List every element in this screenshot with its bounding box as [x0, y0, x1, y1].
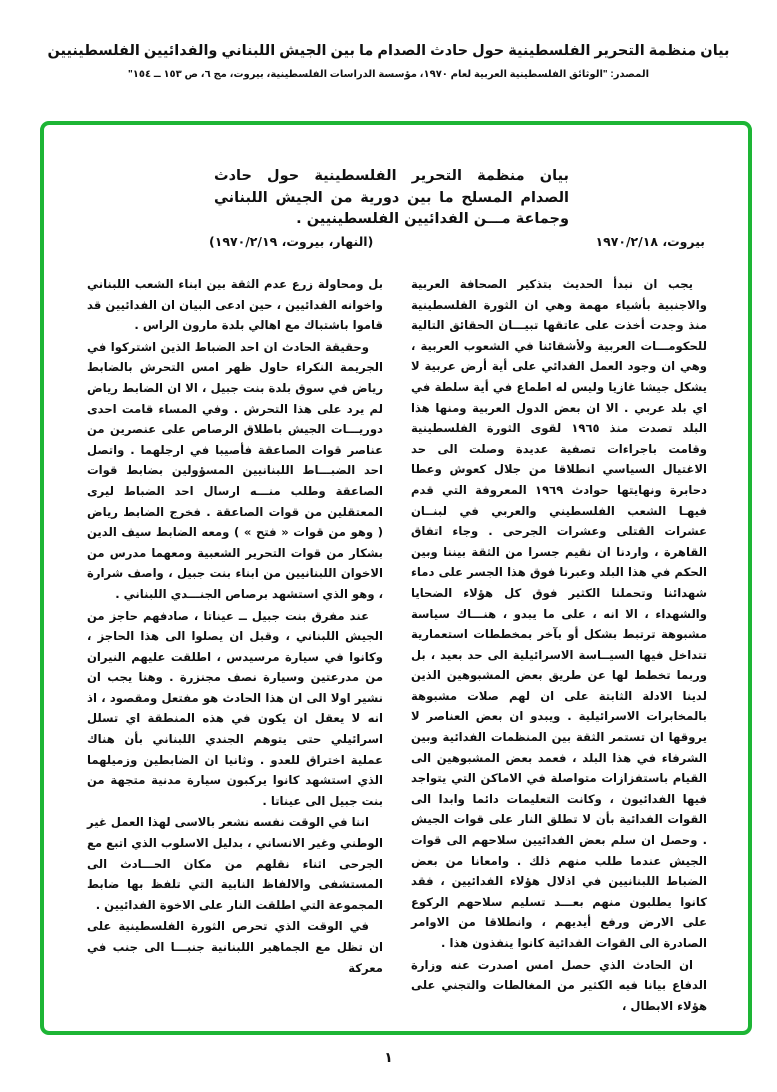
paragraph: اننا في الوقت نفسه نشعر بالاسى لهذا العمل غير الوطني وغير الانساني ، بدليل الاسلوب الذي اتبع مع الجرحى اثناء نقلهم من مكان الحـــادث الى المستشفى والالفاظ النابية التي تلفظ بها ضابط المجموعة التي اطلقت النار على الاخوة الفدائيين .	[87, 815, 383, 912]
paragraph: بل ومحاولة زرع عدم الثقة بين ابناء الشعب اللبناني واخوانه الفدائيين ، حين ادعى البيان ان الفدائيين قد قاموا باشتباك مع اهالي بلدة مارون الراس .	[87, 277, 383, 333]
page-number: ١	[384, 1050, 393, 1066]
right-column	[411, 274, 707, 1016]
document-source: المصدر: "الوثائق الفلسطينية العربية لعام ١٩٧٠، مؤسسة الدراسات الفلسطينية، بيروت، مج ٦، ص ١٥٣ ــ ١٥٤"	[127, 69, 649, 80]
scan-dates	[209, 234, 705, 249]
date-place: بيروت، ١٩٧٠/٢/١٨	[595, 234, 705, 249]
paragraph: ان الحادث الذي حصل امس اصدرت عنه وزارة الدفاع بيانا فيه الكثير من المغالطات والتجني على هؤلاء الابطال ،	[411, 957, 707, 1013]
paragraph: في الوقت الذي تحرص الثورة الفلسطينية على ان تظل مع الجماهير اللبنانية جنبـــا الى جنب في معركة	[87, 919, 383, 975]
paragraph: يجب ان نبدأ الحديث بتذكير الصحافة العربية والاجنبية بأشياء مهمة وهي ان الثورة الفلسطينية منذ وجدت أخذت على عاتقها تبيـــان الحقائق التالية للحكومـــات العربية ولأشقائنا في الشعوب العربية ، وهي ان وجود العمل الفدائي على أية أرض عربية لا يشكل جيشا غازيا وليس له اطماع في أية سلطة في اي بلد عربي . الا ان بعض الدول العربية ومنها هذا البلد تصدت منذ ١٩٦٥ لقوى الثورة الفلسطينية وقامت باجراءات تصفية عديدة وصلت الى حد الاغتيال السياسي انطلاقا من جلال كعوش وعطا دحابرة ونهايتها حوادث ١٩٦٩ المعروفة التي قدم فيهـا الشعب الفلسطيني والعربي في لبنــان عشرات القتلى وعشرات الجرحى . وجاء اتفاق القاهرة ، واردنا ان نقيم جسرا من الثقة بيننا وبين الحكم في هذا البلد وعبرنا فوق هذا الجسر على دماء شهدائنا وتحملنا الكثير فوق كل هؤلاء الضحايا والشهداء ، الا انه ، على ما يبدو ، هنـــاك سياسة مشبوهة ترتبط بشكل أو بآخر بمخططات استعمارية تتداخل فيها السيــاسة الاسرائيلية الى حد بعيد ، بل وربما تخطط لها عن طريق بعض المشبوهين الذين لدينا الادلة الثابتة على ان لهم صلات مشبوهة بالمخابرات الاسرائيلية . ويبدو ان بعض العناصر لا يروقها ان تستمر الثقة بين المنظمات الفدائية وبين الشرفاء في هذا البلد ، فعمد بعض المشبوهين الى القيام باستفزازات متواصلة في الاماكن التي يتواجد فيها الفدائيون ، وكانت التعليمات دائما وابدا الى القوات الفدائية بأن لا تطلق النار على قوات الجيش . وحصل ان سلم بعض الفدائيين سلاحهم الى قوات الجيش عندما طلب منهم ذلك . وامعانا من بعض الضباط اللبنانيين في اذلال هؤلاء الفدائيين ، فقد كانوا يطلبون منهم بعـــد تسليم سلاحهم الركوع على الارض ورفع أيديهم ، وانطلاقا من الاوامر الصادرة الى القوات الفدائية كانوا ينفذون هذا .	[411, 277, 707, 950]
scan-heading: بيان منظمة التحرير الفلسطينية حول حادث الصدام المسلح ما بين دورية من الجيش اللبناني وجماعة مـــن الفدائيين الفلسطينيين .	[214, 168, 569, 227]
left-column	[87, 274, 383, 978]
document-title: بيان منظمة التحرير الفلسطينية حول حادث الصدام ما بين الجيش اللبناني والفدائيين الفلسطينيين	[47, 43, 730, 59]
source-reference: (النهار، بيروت، ١٩٧٠/٢/١٩)	[209, 234, 374, 249]
paragraph: عند مفرق بنت جبيل ــ عيناتا ، صادفهم حاجز من الجيش اللبناني ، وقبل ان يصلوا الى هذا الحاجز ، وكانوا في سيارة مرسيدس ، اطلقت عليهم النيران من مدرعتين وسيارة نصف مجنزرة . وهنا يجب ان نشير اولا الى ان هذا الحادث هو مفتعل ومقصود ، اذ انه لا يعقل ان يكون في هذه المنطقة اي تسلل اسرائيلي حتى يتوهم الجندي اللبناني بأن هناك عملية اختراق للعدو . وثانيا ان الضابطين وزميلهما الذي استشهد كانوا يركبون سيارة مدنية متجهة من بنت جبيل الى عيناتا .	[87, 608, 383, 808]
paragraph: وحقيقة الحادث ان احد الضباط الذين اشتركوا في الجريمة النكراء حاول ظهر امس التحرش بالضابط رياض في سوق بلدة بنت جبيل ، الا ان الضابط رياض لم يرد على هذا التحرش . وفي المساء قامت احدى دوريـــات الجيش باطلاق الرصاص على عنصرين من عناصر قوات الصاعقة فأصيبا في ارجلهما . واتصل احد الضبـــاط اللبنانيين المسؤولين بضابط قوات الصاعقة وطلب منـــه ارسال احد الضباط ليرى المعتقلين من قوات الصاعقة . فخرج الضابط رياض ( وهو من قوات « فتح » ) ومعه الضابط سيف الدين بشكار من قوات التحرير الشعبية ومعهما مدرس من الاخوان اللبنانيين من ابناء بنت جبيل ، واصف شرارة ، وهو الذي استشهد برصاص الجنـــدي اللبناني .	[87, 339, 383, 601]
